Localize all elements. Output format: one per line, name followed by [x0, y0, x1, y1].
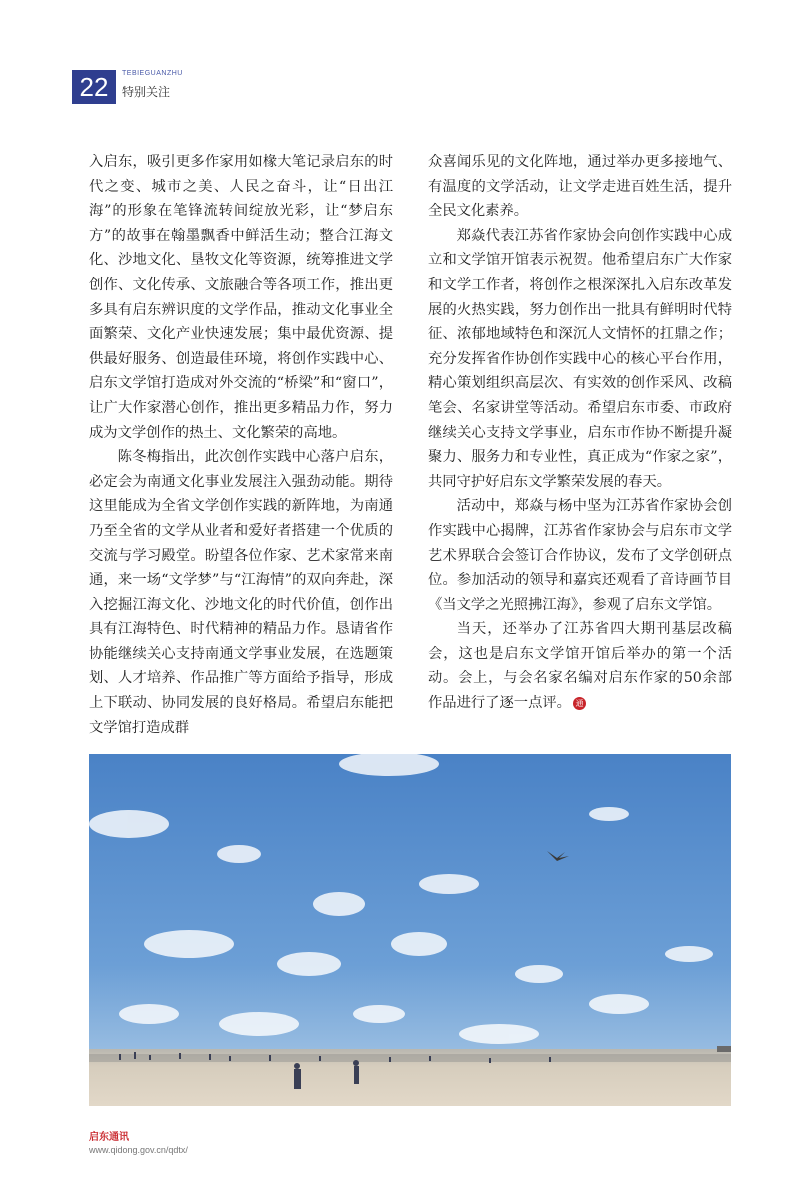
paragraph: 活动中，郑焱与杨中坚为江苏省作家协会创作实践中心揭牌，江苏省作家协会与启东市文学艺术界联合会签订合作协议，发布了文学创研点位。参加活动的领导和嘉宾还观看了音诗画节目《当文学之光照拂江海》，参观了启东文学馆。 [428, 498, 732, 613]
end-mark-icon: 通 [573, 697, 586, 710]
paragraph: 陈冬梅指出，此次创作实践中心落户启东，必定会为南通文化事业发展注入强劲动能。期待这里能成为全省文学创作实践的新阵地，为南通乃至全省的文学从业者和爱好者搭建一个优质的交流与学习殿堂。盼望各位作家、艺术家常来南通，来一场“文学梦”与“江海情”的双向奔赴，深入挖掘江海文化、沙地文化的时代价值，创作出具有江海特色、时代精神的精品力作。恳请省作协能继续关心支持南通文学事业发展，在选题策划、人才培养、作品推广等方面给予指导，形成上下联动、协同发展的良好格局。希望启东能把文学馆打造成群 [89, 449, 393, 736]
paragraph: 众喜闻乐见的文化阵地，通过举办更多接地气、有温度的文学活动，让文学走进百姓生活，提升全民文化素养。 [428, 154, 732, 220]
beach-photo-image [89, 754, 731, 1106]
paragraph-text: 当天，还举办了江苏省四大期刊基层改稿会，这也是启东文学馆开馆后举办的第一个活动。会上，与会名家名编对启东作家的50余部作品进行了逐一点评。 [428, 621, 732, 712]
article-column-right [428, 150, 732, 716]
beach-photo [89, 754, 731, 1106]
page-number: 22 [72, 70, 116, 104]
footer-brand: 启东通讯 [89, 1132, 129, 1143]
paragraph-last [428, 617, 732, 715]
section-title: 特别关注 [122, 85, 171, 99]
section-title-en: TEBIEGUANZHU [122, 70, 183, 77]
page-footer [89, 1128, 188, 1155]
paragraph: 郑焱代表江苏省作家协会向创作实践中心成立和文学馆开馆表示祝贺。他希望启东广大作家和文学工作者，将创作之根深深扎入启东改革发展的火热实践，努力创作出一批具有鲜明时代特征、浓郁地域特色和深沉人文情怀的扛鼎之作；充分发挥省作协创作实践中心的核心平台作用，精心策划组织高层次、有实效的创作采风、改稿笔会、名家讲堂等活动。希望启东市委、市政府继续关心支持文学事业，启东市作协不断提升凝聚力、服务力和专业性，真正成为“作家之家”，共同守护好启东文学繁荣发展的春天。 [428, 227, 732, 490]
footer-url[interactable]: www.qidong.gov.cn/qdtx/ [89, 1145, 188, 1155]
article-column-left [89, 150, 393, 740]
paragraph: 入启东，吸引更多作家用如椽大笔记录启东的时代之变、城市之美、人民之奋斗，让“日出江海”的形象在笔锋流转间绽放光彩，让“梦启东方”的故事在翰墨飘香中鲜活生动；整合江海文化、沙地文化、垦牧文化等资源，统筹推进文学创作、文化传承、文旅融合等各项工作，推出更多具有启东辨识度的文学作品，推动文化事业全面繁荣、文化产业快速发展；集中最优资源、提供最好服务、创造最佳环境，将创作实践中心、启东文学馆打造成对外交流的“桥梁”和“窗口”，让广大作家潜心创作，推出更多精品力作，努力成为文学创作的热土、文化繁荣的高地。 [89, 154, 393, 441]
